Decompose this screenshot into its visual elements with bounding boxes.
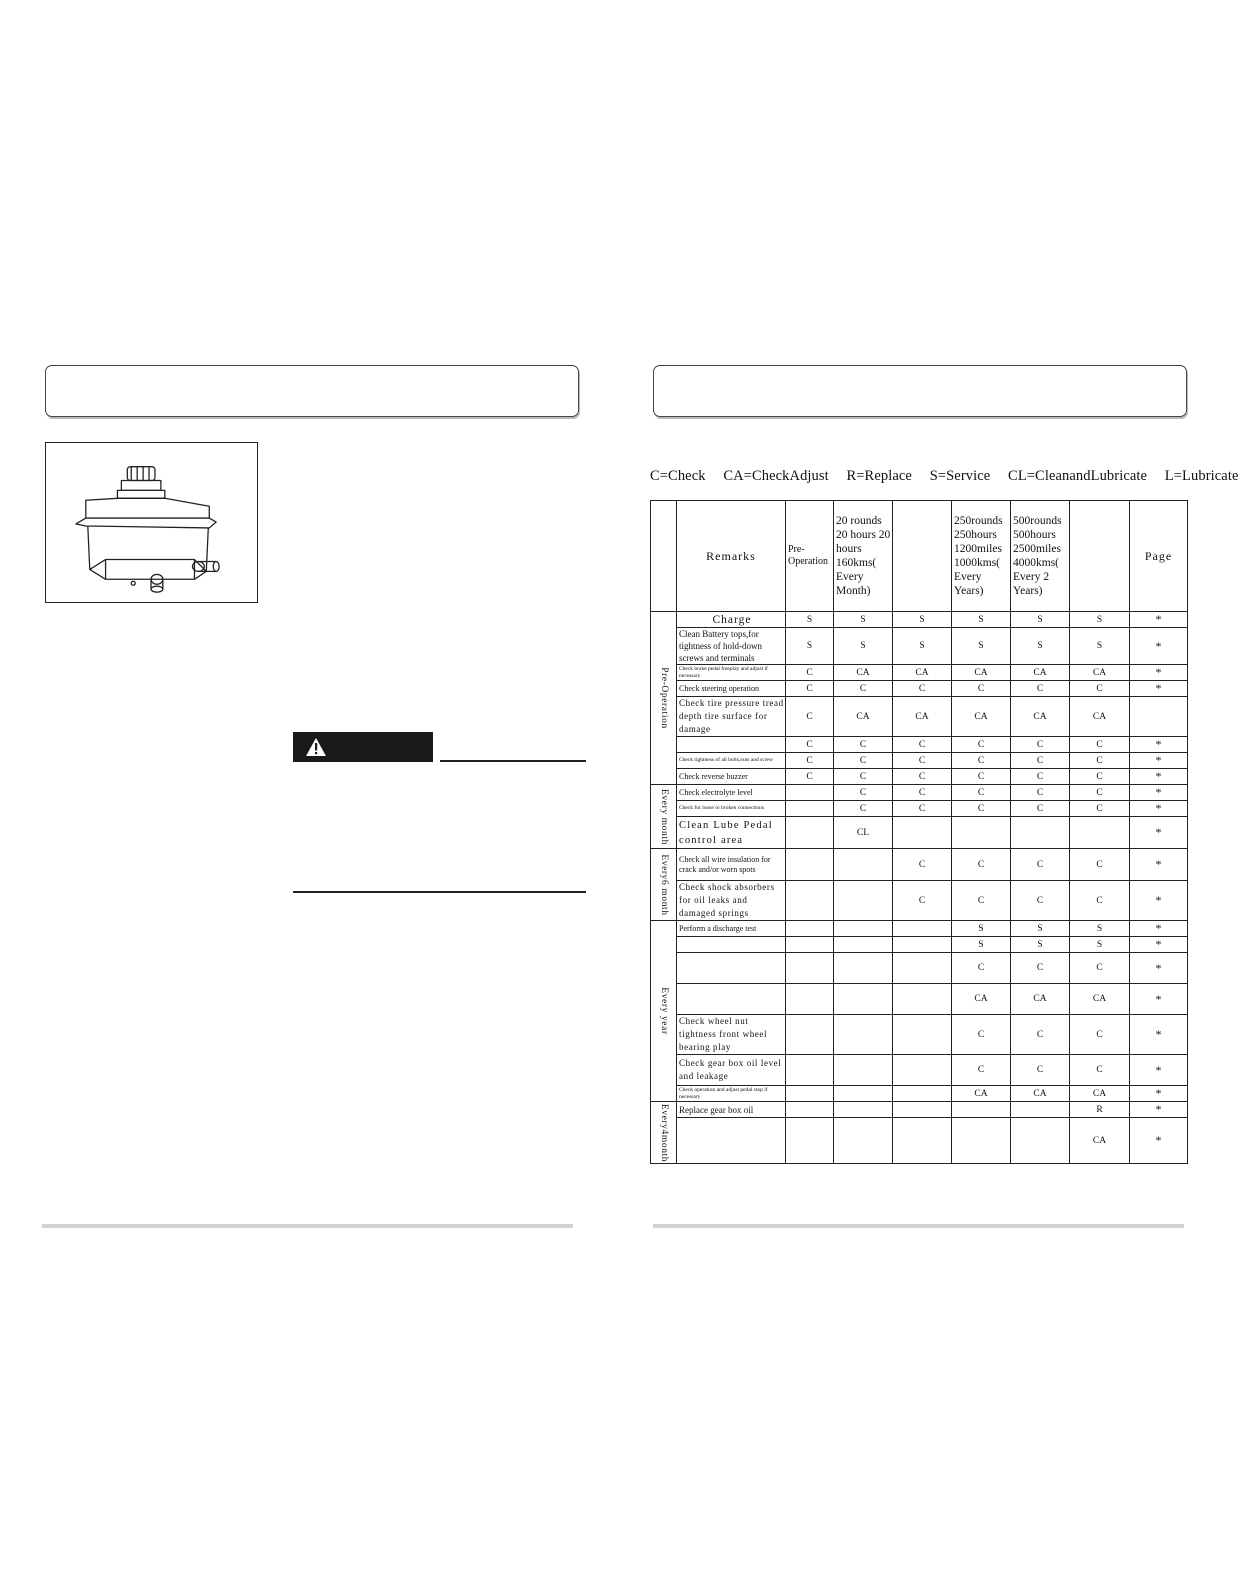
value-cell: C <box>1070 801 1130 817</box>
value-cell <box>834 1055 893 1086</box>
value-cell <box>893 1015 952 1055</box>
task-cell <box>677 1118 786 1164</box>
value-cell: C <box>1011 953 1070 984</box>
table-row <box>651 1055 1188 1086</box>
value-cell: S <box>893 628 952 665</box>
legend-check-adjust: CA=CheckAdjust <box>723 468 829 484</box>
value-cell: C <box>893 849 952 881</box>
value-cell: C <box>952 681 1011 697</box>
value-cell: C <box>1070 681 1130 697</box>
value-cell: C <box>952 737 1011 753</box>
value-cell <box>786 881 834 921</box>
legend-replace: R=Replace <box>846 468 912 484</box>
table-row <box>651 612 1188 628</box>
table-row <box>651 881 1188 921</box>
task-cell: Check shock absorbers for oil leaks and damaged springs <box>677 881 786 921</box>
task-cell: Check all wire insulation for crack and/or worn spots <box>677 849 786 881</box>
task-cell: Check for loose or broken connections <box>677 801 786 817</box>
value-cell: C <box>893 769 952 785</box>
page-cell: * <box>1130 612 1188 628</box>
table-row <box>651 1015 1188 1055</box>
task-cell <box>677 937 786 953</box>
task-cell <box>677 953 786 984</box>
value-cell: R <box>1070 1102 1130 1118</box>
page-cell: * <box>1130 937 1188 953</box>
value-cell: C <box>834 737 893 753</box>
table-row <box>651 628 1188 665</box>
table-row <box>651 1118 1188 1164</box>
value-cell <box>786 1118 834 1164</box>
page-cell: * <box>1130 681 1188 697</box>
page-cell: * <box>1130 737 1188 753</box>
task-cell <box>677 737 786 753</box>
value-cell <box>786 817 834 849</box>
maintenance-schedule-table <box>650 500 1188 1164</box>
header-page: Page <box>1130 501 1188 612</box>
value-cell: C <box>1070 1055 1130 1086</box>
table-row <box>651 1102 1188 1118</box>
value-cell: C <box>1070 785 1130 801</box>
page-cell: * <box>1130 769 1188 785</box>
value-cell: C <box>952 1015 1011 1055</box>
value-cell: C <box>1070 737 1130 753</box>
value-cell: C <box>893 785 952 801</box>
value-cell: C <box>893 881 952 921</box>
page-cell: * <box>1130 1102 1188 1118</box>
legend-service: S=Service <box>929 468 991 484</box>
value-cell: C <box>952 849 1011 881</box>
value-cell: C <box>834 753 893 769</box>
table-row <box>651 665 1188 681</box>
value-cell <box>1011 1102 1070 1118</box>
value-cell: C <box>893 753 952 769</box>
value-cell: C <box>1011 849 1070 881</box>
value-cell <box>786 984 834 1015</box>
group-label: Every6 month <box>658 853 669 916</box>
value-cell <box>786 801 834 817</box>
header-interval-5 <box>1070 501 1130 612</box>
page-cell: * <box>1130 817 1188 849</box>
value-cell <box>1011 1118 1070 1164</box>
page-cell: * <box>1130 785 1188 801</box>
value-cell: S <box>1070 937 1130 953</box>
header-blank <box>651 501 677 612</box>
task-cell: Clean Lube Pedal control area <box>677 817 786 849</box>
group-every-month <box>651 785 677 849</box>
reservoir-drawing-icon <box>46 443 257 602</box>
page-cell: * <box>1130 953 1188 984</box>
value-cell: C <box>1070 1015 1130 1055</box>
value-cell: C <box>786 665 834 681</box>
value-cell: CA <box>893 697 952 737</box>
group-every-4-month <box>651 1102 677 1164</box>
value-cell <box>786 937 834 953</box>
value-cell <box>786 1102 834 1118</box>
value-cell <box>893 953 952 984</box>
value-cell <box>786 785 834 801</box>
legend-clean-lubricate: CL=CleanandLubricate <box>1008 468 1148 484</box>
abbreviation-legend <box>650 468 1238 485</box>
value-cell: S <box>893 612 952 628</box>
value-cell: C <box>834 785 893 801</box>
group-label: Every year <box>658 987 669 1035</box>
value-cell: C <box>786 737 834 753</box>
value-cell <box>893 1086 952 1102</box>
table-row <box>651 937 1188 953</box>
value-cell: C <box>1011 681 1070 697</box>
value-cell: CA <box>1070 984 1130 1015</box>
value-cell <box>786 1015 834 1055</box>
value-cell: S <box>1070 628 1130 665</box>
header-interval-3: 250rounds 250hours 1200miles 1000kms( Every Years) <box>952 501 1011 612</box>
task-cell: Replace gear box oil <box>677 1102 786 1118</box>
task-cell: Perform a discharge test <box>677 921 786 937</box>
value-cell: C <box>1011 881 1070 921</box>
value-cell: C <box>952 769 1011 785</box>
value-cell: C <box>1070 849 1130 881</box>
page-cell: * <box>1130 1118 1188 1164</box>
value-cell <box>893 921 952 937</box>
value-cell: CA <box>834 697 893 737</box>
value-cell: CA <box>952 697 1011 737</box>
value-cell <box>786 953 834 984</box>
value-cell: C <box>1011 801 1070 817</box>
value-cell <box>834 1015 893 1055</box>
group-label: Every month <box>658 788 669 845</box>
header-interval-4: 500rounds 500hours 2500miles 4000kms( Every 2 Years) <box>1011 501 1070 612</box>
value-cell <box>952 1118 1011 1164</box>
group-pre-operation <box>651 612 677 785</box>
task-cell: Check wheel nut tightness front wheel bearing play <box>677 1015 786 1055</box>
group-every-6-month <box>651 849 677 921</box>
value-cell: S <box>1011 937 1070 953</box>
value-cell <box>952 1102 1011 1118</box>
value-cell <box>893 817 952 849</box>
value-cell: C <box>893 801 952 817</box>
table-row <box>651 921 1188 937</box>
value-cell: S <box>952 612 1011 628</box>
value-cell: CA <box>1070 665 1130 681</box>
value-cell: C <box>834 681 893 697</box>
value-cell <box>834 953 893 984</box>
group-every-year <box>651 921 677 1102</box>
value-cell: CA <box>1011 697 1070 737</box>
value-cell: CA <box>1070 697 1130 737</box>
page-cell: * <box>1130 984 1188 1015</box>
value-cell <box>834 984 893 1015</box>
value-cell <box>834 1086 893 1102</box>
value-cell: CA <box>1011 984 1070 1015</box>
right-page-header-box <box>653 365 1187 417</box>
page-cell: * <box>1130 1015 1188 1055</box>
value-cell: CL <box>834 817 893 849</box>
value-cell: C <box>1011 737 1070 753</box>
table-row <box>651 984 1188 1015</box>
legend-check: C=Check <box>650 468 706 484</box>
value-cell: S <box>952 628 1011 665</box>
left-page-header-box <box>45 365 579 417</box>
value-cell: C <box>952 785 1011 801</box>
value-cell: S <box>786 628 834 665</box>
table-row <box>651 681 1188 697</box>
group-label: Pre-Operation <box>658 667 669 729</box>
value-cell: C <box>952 753 1011 769</box>
value-cell: S <box>1011 921 1070 937</box>
header-interval-2 <box>893 501 952 612</box>
value-cell <box>834 1102 893 1118</box>
task-cell: Check reverse buzzer <box>677 769 786 785</box>
task-cell: Check electrolyte level <box>677 785 786 801</box>
value-cell: C <box>952 881 1011 921</box>
right-page-footer-rule <box>653 1224 1184 1228</box>
value-cell: C <box>952 1055 1011 1086</box>
value-cell: S <box>952 937 1011 953</box>
warning-rule-bottom <box>293 891 586 893</box>
value-cell: C <box>1070 769 1130 785</box>
page-cell: * <box>1130 881 1188 921</box>
table-row <box>651 785 1188 801</box>
value-cell <box>834 937 893 953</box>
page-cell: * <box>1130 1055 1188 1086</box>
value-cell: S <box>1011 612 1070 628</box>
value-cell: CA <box>1011 665 1070 681</box>
warning-rule-top <box>440 760 586 762</box>
value-cell: C <box>786 769 834 785</box>
value-cell: C <box>834 801 893 817</box>
value-cell: C <box>1070 753 1130 769</box>
task-cell: Charge <box>677 612 786 628</box>
value-cell: C <box>834 769 893 785</box>
value-cell <box>893 937 952 953</box>
value-cell: C <box>1070 953 1130 984</box>
header-interval-1: 20 rounds 20 hours 20 hours 160kms( Every Month) <box>834 501 893 612</box>
value-cell: S <box>834 612 893 628</box>
value-cell <box>834 1118 893 1164</box>
value-cell <box>893 1102 952 1118</box>
warning-triangle-icon <box>305 737 327 757</box>
value-cell: CA <box>952 665 1011 681</box>
value-cell <box>786 921 834 937</box>
value-cell <box>834 881 893 921</box>
page-cell: * <box>1130 628 1188 665</box>
page-cell: * <box>1130 801 1188 817</box>
value-cell <box>786 1055 834 1086</box>
value-cell: S <box>834 628 893 665</box>
value-cell: C <box>952 801 1011 817</box>
value-cell: S <box>952 921 1011 937</box>
task-cell: Check brake pedal freeplay and adjust if necessary <box>677 665 786 681</box>
left-page-footer-rule <box>42 1224 573 1228</box>
value-cell <box>893 1118 952 1164</box>
value-cell: C <box>1011 769 1070 785</box>
value-cell: S <box>1070 921 1130 937</box>
reservoir-illustration <box>45 442 258 603</box>
value-cell <box>893 1055 952 1086</box>
table-row <box>651 953 1188 984</box>
value-cell: S <box>786 612 834 628</box>
task-cell: Check steering operation <box>677 681 786 697</box>
group-label: Every4month <box>658 1103 669 1162</box>
value-cell: CA <box>952 1086 1011 1102</box>
task-cell: Check operation and adjust pedal stop if necessary <box>677 1086 786 1102</box>
value-cell: C <box>786 753 834 769</box>
value-cell: C <box>1070 881 1130 921</box>
value-cell <box>1070 817 1130 849</box>
value-cell: CA <box>952 984 1011 1015</box>
page-cell: * <box>1130 921 1188 937</box>
value-cell: C <box>1011 1055 1070 1086</box>
value-cell: C <box>786 697 834 737</box>
value-cell: C <box>952 953 1011 984</box>
legend-lubricate: L=Lubricate <box>1164 468 1238 484</box>
table-row <box>651 769 1188 785</box>
value-cell: CA <box>1011 1086 1070 1102</box>
table-row <box>651 801 1188 817</box>
table-row <box>651 849 1188 881</box>
value-cell: C <box>1011 753 1070 769</box>
value-cell: C <box>893 737 952 753</box>
header-remarks: Remarks <box>677 501 786 612</box>
value-cell: C <box>1011 785 1070 801</box>
table-row <box>651 1086 1188 1102</box>
value-cell: S <box>1070 612 1130 628</box>
table-row <box>651 817 1188 849</box>
value-cell: CA <box>1070 1118 1130 1164</box>
value-cell <box>1011 817 1070 849</box>
value-cell <box>786 1086 834 1102</box>
page-cell: * <box>1130 1086 1188 1102</box>
value-cell <box>893 984 952 1015</box>
task-cell: Check gear box oil level and leakage <box>677 1055 786 1086</box>
value-cell <box>834 921 893 937</box>
value-cell: C <box>893 681 952 697</box>
value-cell <box>786 849 834 881</box>
value-cell: CA <box>893 665 952 681</box>
task-cell: Clean Battery tops,for tightness of hold-down screws and terminals <box>677 628 786 665</box>
task-cell <box>677 984 786 1015</box>
warning-banner <box>293 732 433 762</box>
table-row <box>651 737 1188 753</box>
value-cell <box>952 817 1011 849</box>
value-cell <box>834 849 893 881</box>
table-row <box>651 753 1188 769</box>
value-cell: C <box>786 681 834 697</box>
page-cell: * <box>1130 665 1188 681</box>
task-cell: Check tightness of all bolts,nuts and screw <box>677 753 786 769</box>
task-cell: Check tire pressure tread depth tire surface for damage <box>677 697 786 737</box>
value-cell: CA <box>1070 1086 1130 1102</box>
page-cell <box>1130 697 1188 737</box>
value-cell: C <box>1011 1015 1070 1055</box>
value-cell: CA <box>834 665 893 681</box>
header-pre-operation: Pre-Operation <box>786 501 834 612</box>
value-cell: S <box>1011 628 1070 665</box>
page-cell: * <box>1130 753 1188 769</box>
table-row <box>651 697 1188 737</box>
page-cell: * <box>1130 849 1188 881</box>
